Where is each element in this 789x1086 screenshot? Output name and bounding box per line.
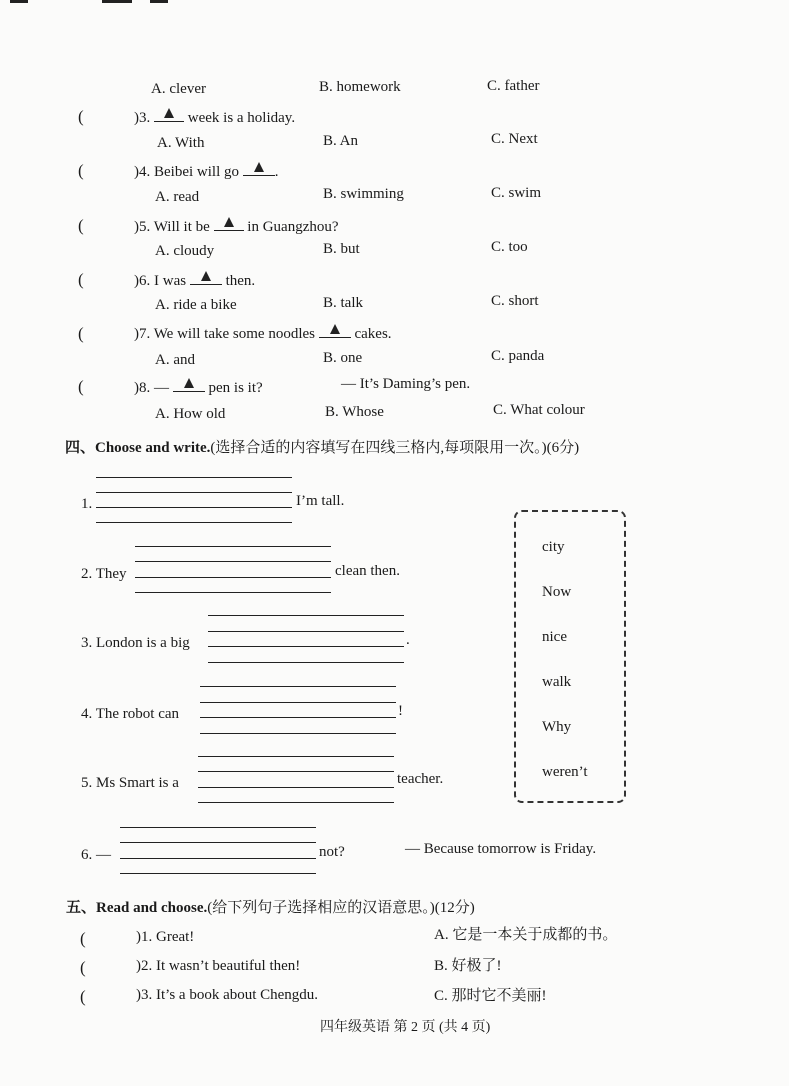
q8-option-c: C. What colour <box>493 402 585 418</box>
answer-blank[interactable] <box>243 161 275 176</box>
question-3: )3. week is a holiday. <box>134 107 295 127</box>
s5-answer-c: C. 那时它不美丽! <box>434 988 547 1004</box>
word-bank-item: weren’t <box>542 764 588 780</box>
s5-answer-b: B. 好极了! <box>434 958 502 974</box>
word-bank-item: walk <box>542 674 572 690</box>
triangle-icon <box>254 162 264 172</box>
q3-option-c: C. Next <box>491 131 538 147</box>
writing-lines[interactable] <box>96 477 292 523</box>
q4-option-b: B. swimming <box>323 186 404 202</box>
word-bank-item: Why <box>542 719 572 735</box>
q4-option-a: A. read <box>155 189 200 205</box>
answer-blank[interactable] <box>173 377 205 392</box>
answer-blank[interactable] <box>154 107 184 122</box>
answer-paren: ( <box>78 161 84 180</box>
q6-option-a: A. ride a bike <box>155 297 237 313</box>
item-5-post: teacher. <box>397 771 444 787</box>
triangle-icon <box>224 217 234 227</box>
triangle-icon <box>330 324 340 334</box>
item-1-text: I’m tall. <box>296 493 345 509</box>
s5-question-2: )2. It wasn’t beautiful then! <box>136 958 301 974</box>
q8-option-b: B. Whose <box>325 404 384 420</box>
s5-question-3: )3. It’s a book about Chengdu. <box>136 987 319 1003</box>
scan-mark <box>150 0 168 3</box>
s5-answer-a: A. 它是一本关于成都的书。 <box>434 927 618 943</box>
writing-lines[interactable] <box>135 546 331 593</box>
answer-paren: ( <box>78 377 84 396</box>
question-6: )6. I was then. <box>134 270 255 290</box>
q5-option-a: A. cloudy <box>155 243 215 259</box>
word-bank <box>514 510 626 803</box>
item-5-pre: 5. Ms Smart is a <box>81 775 179 791</box>
q7-option-a: A. and <box>155 352 195 368</box>
q3-option-b: B. An <box>323 133 359 149</box>
q7-option-b: B. one <box>323 350 363 366</box>
section-5-title: 五、Read and choose.(给下列句子选择相应的汉语意思。)(12分) <box>66 900 475 916</box>
answer-paren: ( <box>80 929 86 948</box>
answer-paren: ( <box>78 270 84 289</box>
question-5: )5. Will it be in Guangzhou? <box>134 216 339 236</box>
writing-lines[interactable] <box>208 615 404 663</box>
scan-mark <box>10 0 28 3</box>
answer-paren: ( <box>78 324 84 343</box>
item-3-post: . <box>406 632 410 648</box>
item-2-post: clean then. <box>335 563 400 579</box>
q6-option-b: B. talk <box>323 295 363 311</box>
item-6-pre: 6. — <box>81 847 111 863</box>
q3-option-a: A. With <box>157 135 205 151</box>
scan-mark <box>102 0 132 3</box>
question-8: )8. — pen is it? <box>134 377 263 397</box>
q5-option-c: C. too <box>491 239 528 255</box>
word-bank-item: nice <box>542 629 567 645</box>
triangle-icon <box>164 108 174 118</box>
answer-blank[interactable] <box>214 216 244 231</box>
writing-lines[interactable] <box>120 827 316 874</box>
q7-option-c: C. panda <box>491 348 545 364</box>
section-4-title: 四、Choose and write.(选择合适的内容填写在四线三格内,每项限用一次。)(6分) <box>65 440 580 456</box>
q8-reply: — It’s Daming’s pen. <box>341 376 471 392</box>
answer-blank[interactable] <box>190 270 222 285</box>
question-7: )7. We will take some noodles cakes. <box>134 323 392 343</box>
q6-option-c: C. short <box>491 293 539 309</box>
q2-option-b: B. homework <box>319 79 401 95</box>
answer-paren: ( <box>80 958 86 977</box>
item-1-number: 1. <box>81 496 93 512</box>
q2-option-a: A. clever <box>151 81 206 97</box>
answer-blank[interactable] <box>319 323 351 338</box>
word-bank-item: city <box>542 539 565 555</box>
item-4-post: ! <box>398 703 403 719</box>
item-2-pre: 2. They <box>81 566 127 582</box>
q8-option-a: A. How old <box>155 406 226 422</box>
answer-paren: ( <box>78 107 84 126</box>
triangle-icon <box>201 271 211 281</box>
answer-paren: ( <box>80 987 86 1006</box>
answer-paren: ( <box>78 216 84 235</box>
page-footer: 四年级英语 第 2 页 (共 4 页) <box>320 1020 491 1035</box>
question-4: )4. Beibei will go . <box>134 161 279 181</box>
q4-option-c: C. swim <box>491 185 542 201</box>
word-bank-item: Now <box>542 584 572 600</box>
q2-option-c: C. father <box>487 78 540 94</box>
writing-lines[interactable] <box>200 686 396 734</box>
item-6-post: not? <box>319 844 345 860</box>
s5-question-1: )1. Great! <box>136 929 195 945</box>
writing-lines[interactable] <box>198 756 394 803</box>
triangle-icon <box>184 378 194 388</box>
item-4-pre: 4. The robot can <box>81 706 180 722</box>
item-3-pre: 3. London is a big <box>81 635 190 651</box>
item-6-reply: — Because tomorrow is Friday. <box>405 841 597 857</box>
q5-option-b: B. but <box>323 241 360 257</box>
